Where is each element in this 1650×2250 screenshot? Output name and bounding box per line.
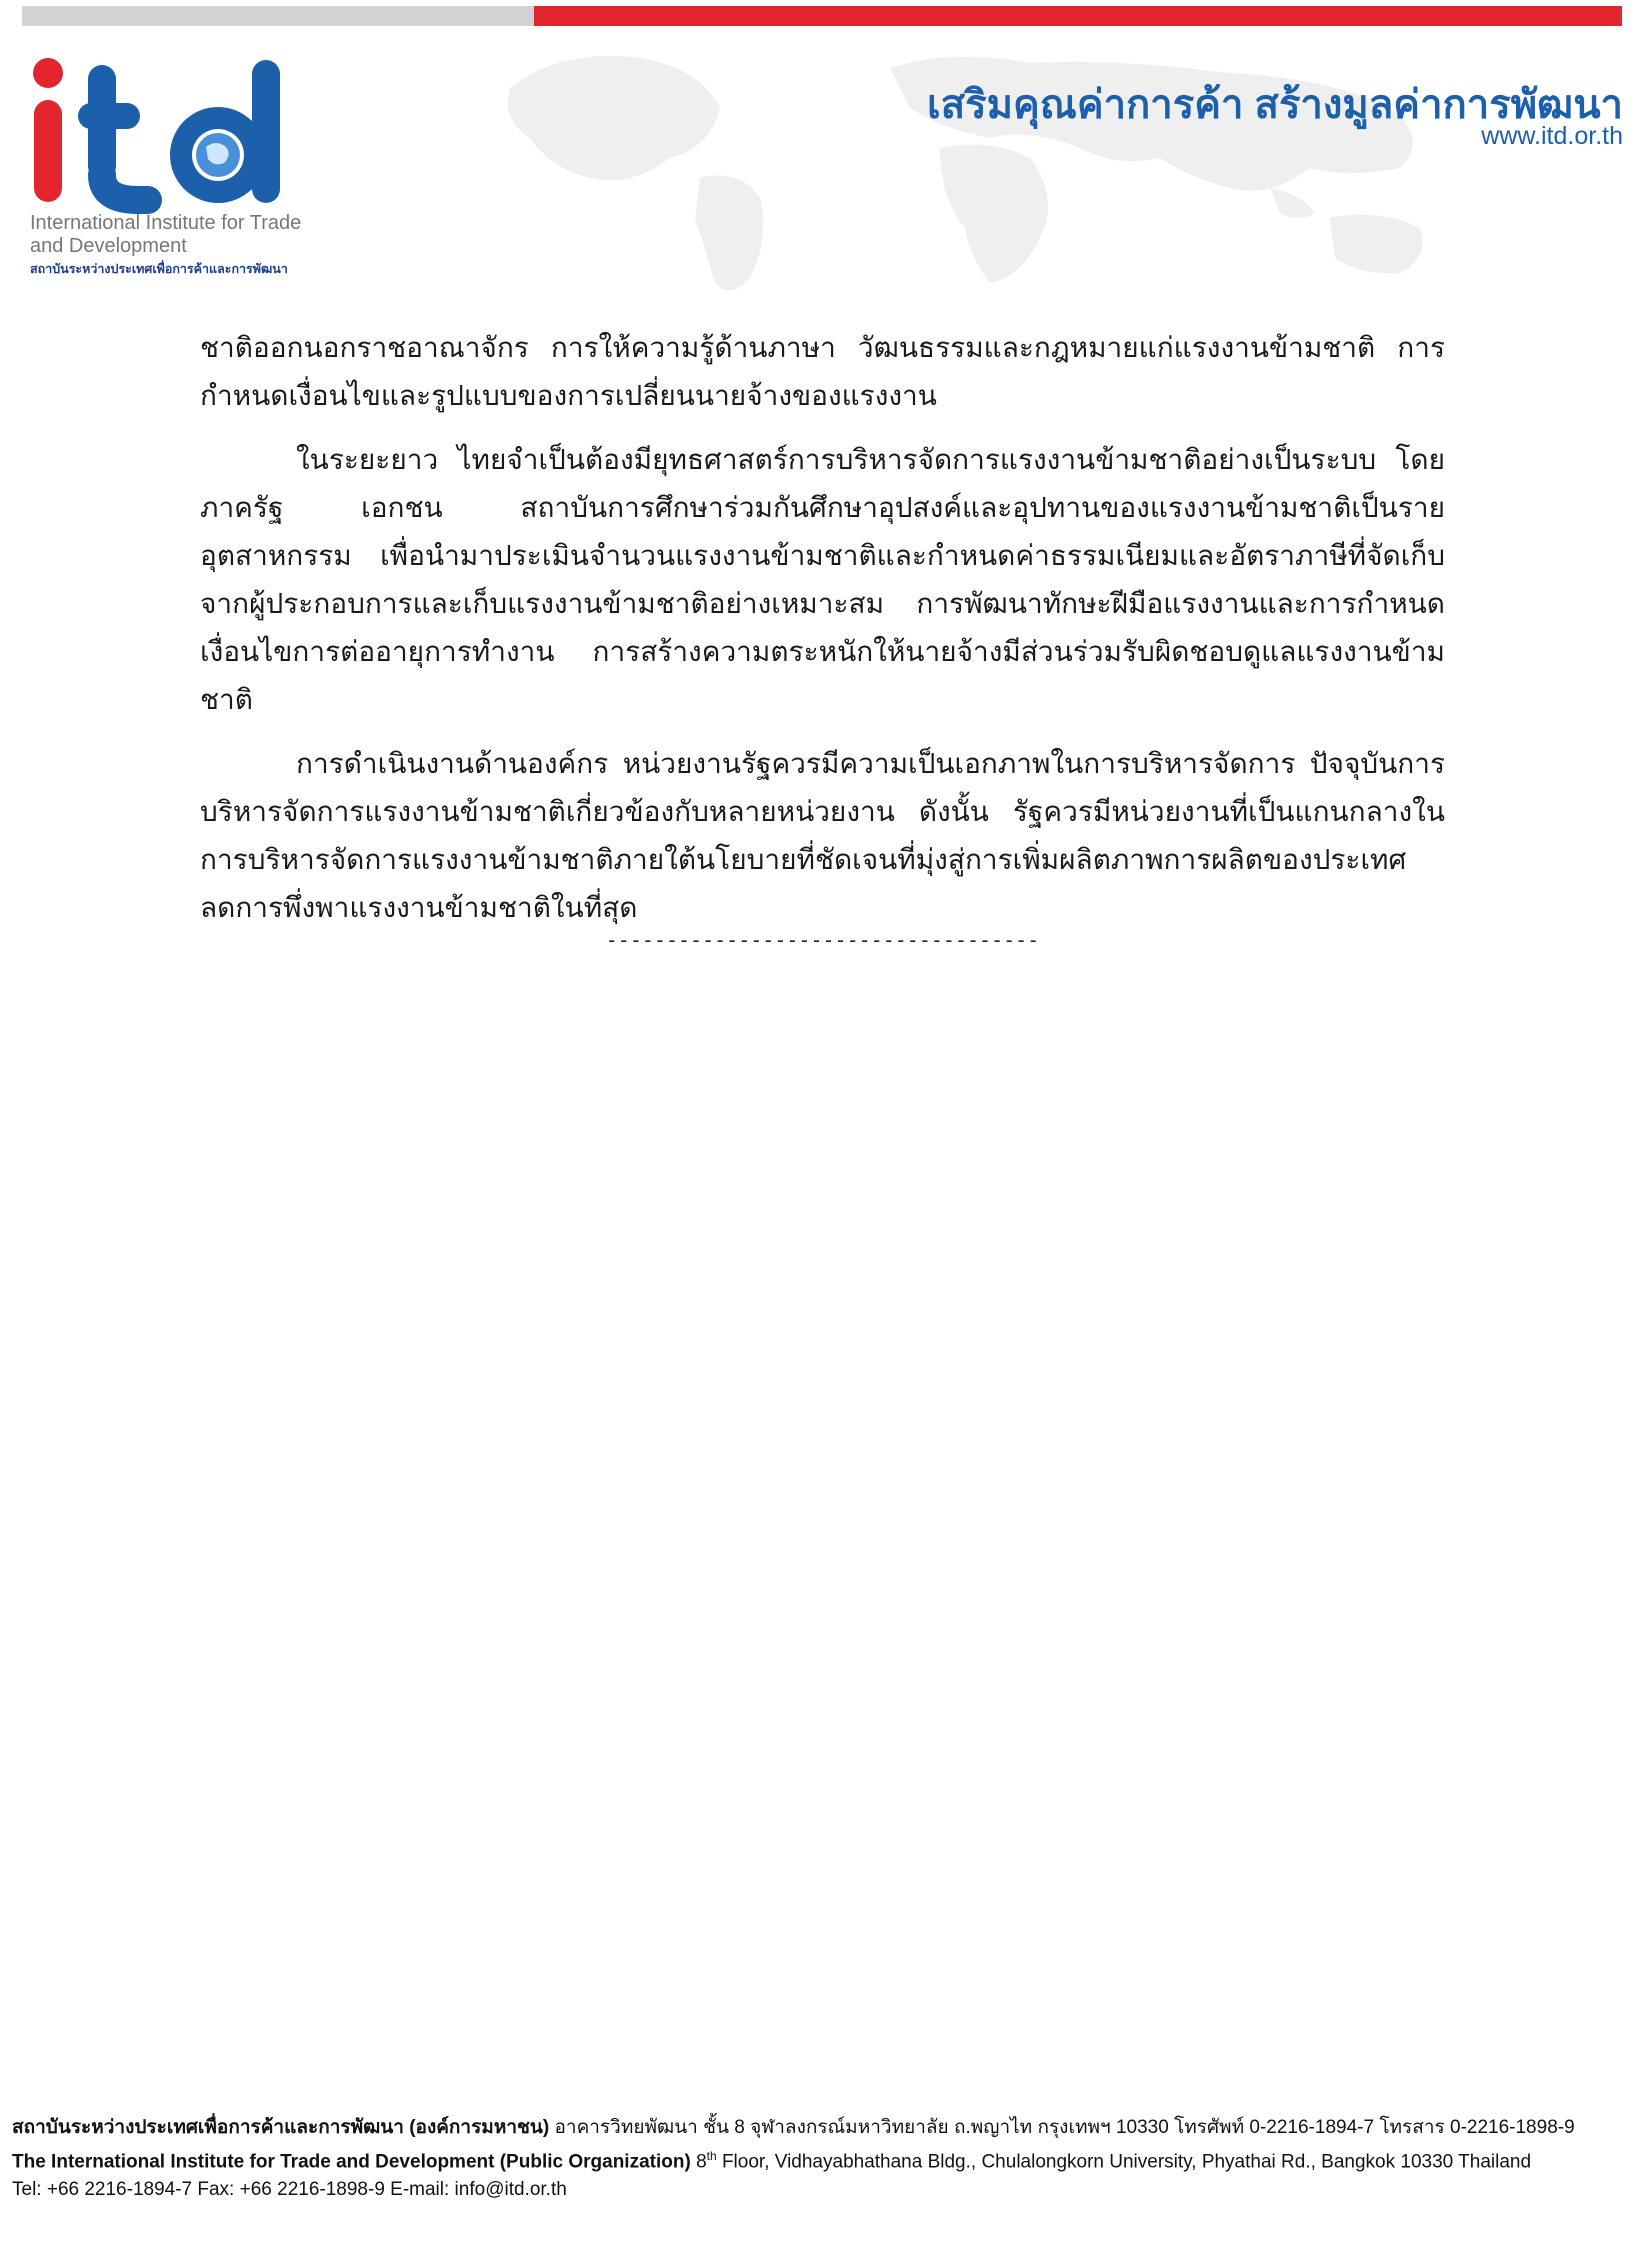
header-slogan: เสริมคุณค่าการค้า สร้างมูลค่าการพัฒนา — [927, 83, 1623, 127]
header-color-bar — [22, 6, 1622, 26]
body-paragraph-3: การดำเนินงานด้านองค์กร หน่วยงานรัฐควรมีความเป็นเอกภาพในการบริหารจัดการ ปัจจุบันการบริหารจัดการแรงงานข้ามชาติเกี่ยวข้องกับหลายหน่วยงาน ดังนั้น รัฐควรมีหน่วยงานที่เป็นแกนกลางในการบริหารจัดการแรงงานข้ามชาติภายใต้นโยบายที่ชัดเจนที่มุ่งสู่การเพิ่มผลิตภาพการผลิตของประเทศ ลดการพึ่งพาแรงงานข้ามชาติในที่สุด — [200, 747, 1445, 924]
header-bar-red-segment — [534, 6, 1622, 26]
footer-org-name-en: The International Institute for Trade and Development (Public Organization) — [12, 2151, 691, 2173]
footer-floor-number: 8 — [696, 2151, 707, 2173]
footer-address — [12, 2114, 1642, 2204]
end-separator: ------------------------------------ — [605, 928, 1040, 952]
world-map-background — [470, 28, 1650, 300]
footer-address-th: อาคารวิทยพัฒนา ชั้น 8 จุฬาลงกรณ์มหาวิทยาลัย ถ.พญาไท กรุงเทพฯ 10330 โทรศัพท์ 0-2216-1894-7 โทรสาร 0-2216-1898-9 — [554, 2117, 1575, 2138]
footer-line-en — [12, 2142, 1642, 2176]
header-url: www.itd.or.th — [1481, 122, 1623, 150]
footer-contact-line: Tel: +66 2216-1894-7 Fax: +66 2216-1898-9 E-mail: info@itd.or.th — [12, 2179, 567, 2201]
footer-org-name-th: สถาบันระหว่างประเทศเพื่อการค้าและการพัฒนา (องค์การมหาชน) — [12, 2117, 550, 2138]
document-body — [200, 324, 1445, 952]
footer-floor-suffix: th — [706, 2149, 717, 2163]
logo-name-th: สถาบันระหว่างประเทศเพื่อการค้าและการพัฒนา — [30, 262, 288, 276]
footer-address-en: Floor, Vidhayabhathana Bldg., Chulalongkorn University, Phyathai Rd., Bangkok 10330 Thailand — [721, 2151, 1532, 2173]
body-paragraph-1: ชาติออกนอกราชอาณาจักร การให้ความรู้ด้านภาษา วัฒนธรรมและกฎหมายแก่แรงงานข้ามชาติ การกำหนดเงื่อนไขและรูปแบบของการเปลี่ยนนายจ้างของแรงงาน — [200, 331, 1445, 412]
body-paragraph-2: ในระยะยาว ไทยจำเป็นต้องมียุทธศาสตร์การบริหารจัดการแรงงานข้ามชาติอย่างเป็นระบบ โดยภาครัฐ เอกชน สถาบันการศึกษาร่วมกันศึกษาอุปสงค์และอุปทานของแรงงานข้ามชาติเป็นรายอุตสาหกรรม เพื่อนำมาประเมินจำนวนแรงงานข้ามชาติและกำหนดค่าธรรมเนียมและอัตราภาษีที่จัดเก็บจากผู้ประกอบการและเก็บแรงงานข้ามชาติอย่างเหมาะสม การพัฒนาทักษะฝีมือแรงงานและการกำหนดเงื่อนไขการต่ออายุการทำงาน การสร้างความตระหนักให้นายจ้างมีส่วนร่วมรับผิดชอบดูแลแรงงานข้ามชาติ — [200, 443, 1445, 716]
footer-line-th — [12, 2114, 1642, 2142]
header-bar-gray-segment — [22, 6, 534, 26]
logo-name-en: International Institute for Trade and Development — [30, 212, 302, 257]
